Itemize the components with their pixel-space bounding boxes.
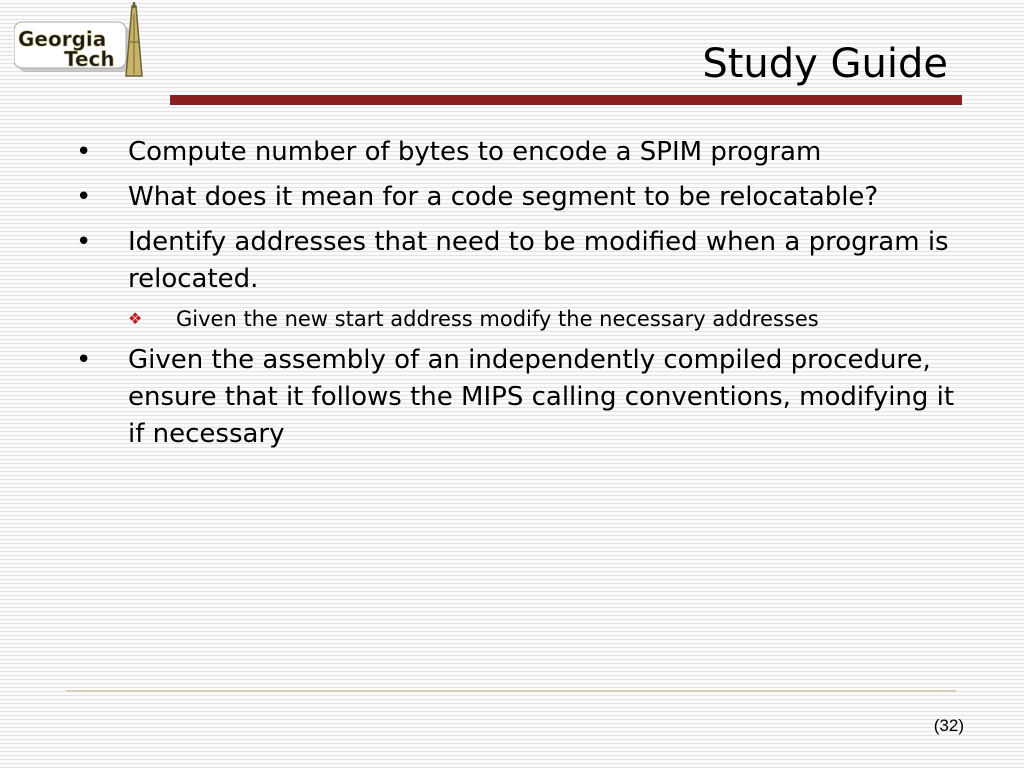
- bullet-text: Compute number of bytes to encode a SPIM program: [128, 137, 822, 167]
- logo-line1: Georgia: [18, 27, 107, 51]
- bullet-text: Identify addresses that need to be modified when a program is relocated.: [128, 227, 949, 294]
- slide-title: Study Guide: [702, 41, 948, 87]
- bullet-item: [72, 224, 972, 298]
- bullet-symbol: •: [76, 182, 92, 212]
- bullet-symbol: •: [76, 227, 92, 257]
- footer-rule: [66, 690, 956, 692]
- sub-bullet-item: [72, 304, 972, 334]
- sub-bullet-text: Given the new start address modify the necessary addresses: [176, 307, 819, 331]
- diamond-bullet-icon: ❖: [128, 309, 143, 328]
- logo-line2: Tech: [64, 47, 115, 71]
- bullet-item: [72, 342, 972, 453]
- bullet-item: [72, 134, 972, 171]
- bullet-text: What does it mean for a code segment to be relocatable?: [128, 182, 879, 212]
- bullet-symbol: •: [76, 345, 92, 375]
- page-number: (32): [933, 716, 964, 735]
- georgia-tech-logo: [14, 2, 154, 82]
- slide-content: [72, 134, 972, 461]
- title-rule: [170, 95, 962, 105]
- bullet-text: Given the assembly of an independently compiled procedure, ensure that it follows the MIPS calling conventions, modifying it if necessary: [128, 345, 955, 449]
- georgia-tech-logo-graphic: [14, 2, 154, 82]
- bullet-item: [72, 179, 972, 216]
- bullet-symbol: •: [76, 137, 92, 167]
